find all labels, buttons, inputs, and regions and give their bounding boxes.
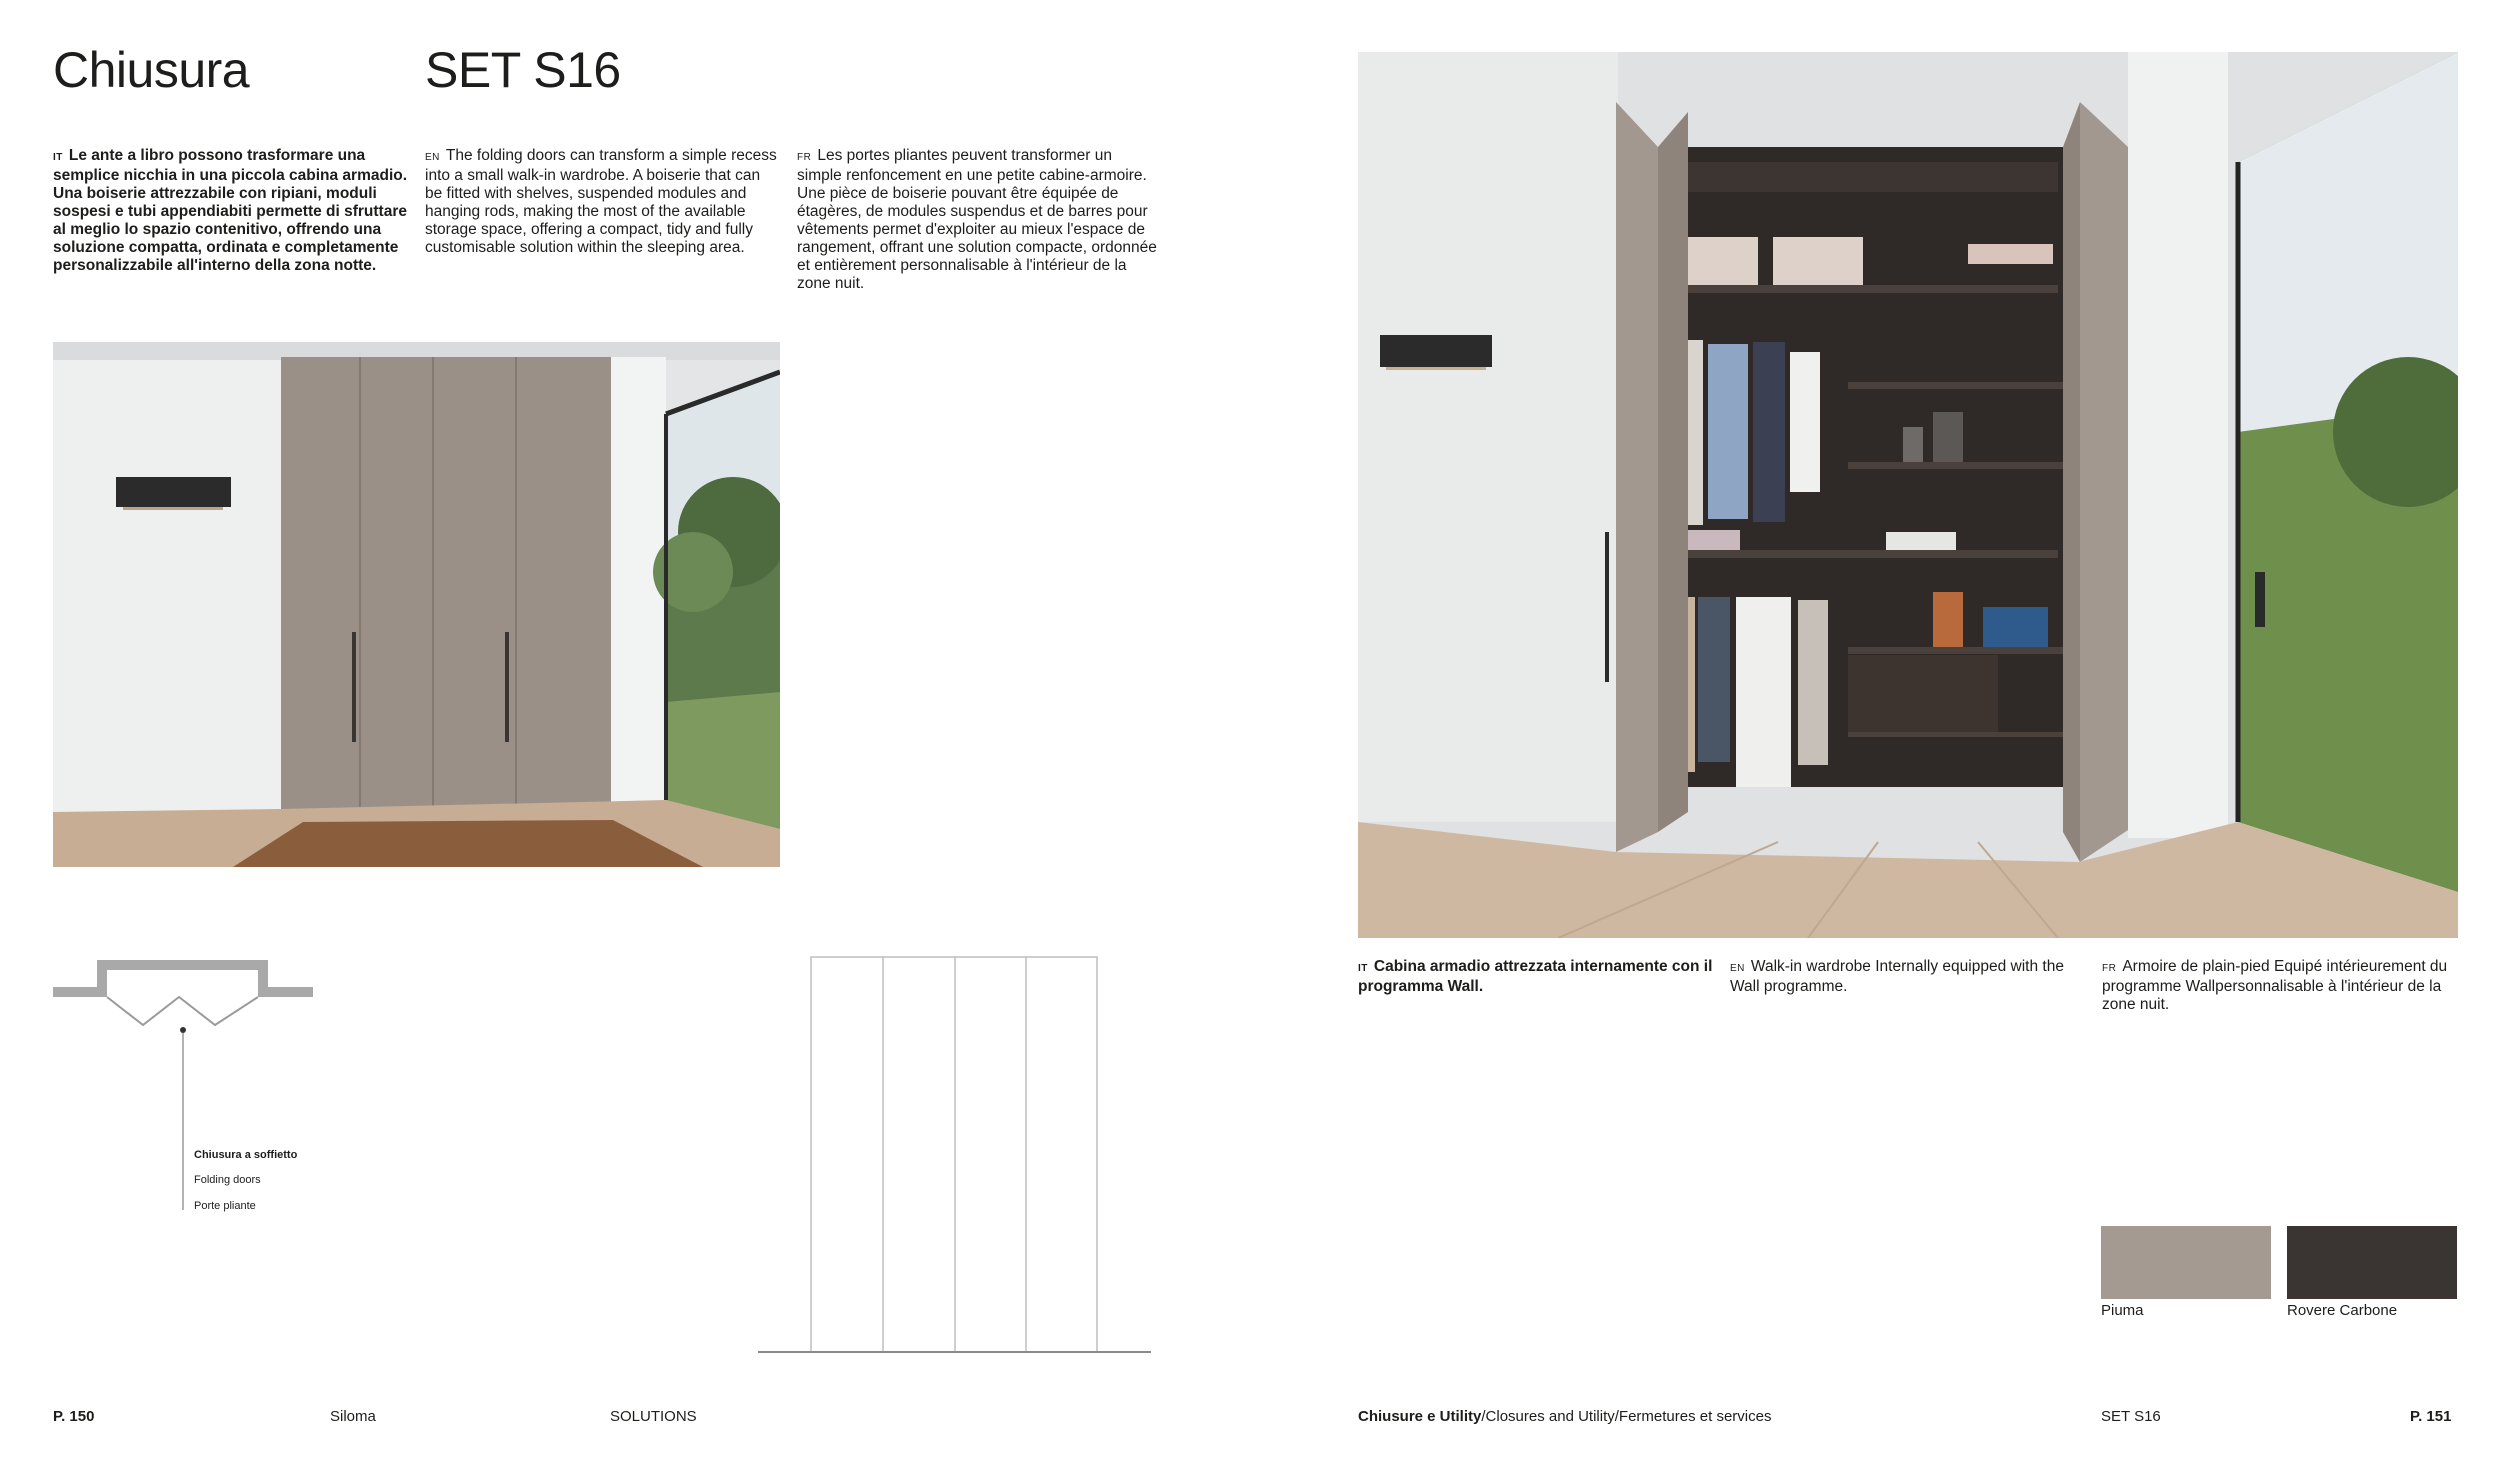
plan-diagram (53, 955, 323, 1215)
open-walk-in-wardrobe-photo (1358, 52, 2458, 938)
page-number-right: P. 151 (2410, 1408, 2452, 1425)
body-text-en: The folding doors can transform a simple recess into a small walk-in wardrobe. A boiserie that can be fitted with shelves, suspended modules and hanging rods, making the most of the available storage space, offering a compact, tidy and fully customisable solution within the sleeping area. (425, 147, 777, 256)
section-title: Chiusura (53, 42, 250, 98)
caption-text-it: Cabina armadio attrezzata internamente con il programma Wall. (1358, 958, 1713, 995)
closed-wardrobe-photo (53, 342, 780, 867)
lang-tag-fr: FR (797, 152, 812, 163)
caption-text-en: Walk-in wardrobe Internally equipped with the Wall programme. (1730, 958, 2064, 995)
caption-lang-en: EN (1730, 963, 1745, 974)
diagram-label-it: Chiusura a soffietto (194, 1149, 298, 1161)
swatch-piuma (2101, 1226, 2271, 1299)
footer-chapter (1358, 1408, 1771, 1425)
page-number-left: P. 150 (53, 1408, 95, 1425)
set-title: SET S16 (425, 42, 621, 98)
swatch-label-piuma: Piuma (2101, 1302, 2144, 1319)
diagram-label-en: Folding doors (194, 1174, 261, 1186)
footer-brand: Siloma (330, 1408, 376, 1425)
body-text-it: Le ante a libro possono trasformare una semplice nicchia in una piccola cabina armadio. Una boiserie attrezzabile con ripiani, moduli sospesi e tubi appendiabiti permette di sfruttare al meglio lo spazio contenitivo, offrendo una soluzione compatta, ordinata e completamente personalizzabile all'interno della zona notte. (53, 147, 408, 274)
lang-tag-en: EN (425, 152, 440, 163)
footer-section: SOLUTIONS (610, 1408, 697, 1425)
swatch-label-rovere-carbone: Rovere Carbone (2287, 1302, 2398, 1319)
footer-set: SET S16 (2101, 1408, 2161, 1425)
elevation-diagram (758, 955, 1153, 1355)
text-column-en (425, 147, 780, 257)
swatch-rovere-carbone (2287, 1226, 2457, 1299)
text-column-fr (797, 147, 1157, 293)
caption-it (1358, 958, 1713, 996)
caption-en (1730, 958, 2085, 996)
diagram-label-fr: Porte pliante (194, 1200, 256, 1212)
caption-fr (2102, 958, 2462, 1014)
lang-tag-it: IT (53, 152, 63, 163)
footer-chapter-bold: Chiusure e Utility (1358, 1408, 1482, 1425)
caption-lang-it: IT (1358, 963, 1368, 974)
footer-chapter-rest: /Closures and Utility/Fermetures et services (1481, 1408, 1772, 1425)
text-column-it (53, 147, 408, 275)
body-text-fr: Les portes pliantes peuvent transformer un simple renfoncement en une petite cabine-armoire. Une pièce de boiserie pouvant être équipée de étagères, de modules suspendus et de barres pour vêtements permet d'exploiter au mieux l'espace de rangement, offrant une solution compacte, ordonnée et entièrement personnalisable à l'intérieur de la zone nuit. (797, 147, 1157, 292)
caption-lang-fr: FR (2102, 963, 2117, 974)
caption-text-fr: Armoire de plain-pied Equipé intérieurement du programme Wallpersonnalisable à l'intérieur de la zone nuit. (2102, 958, 2448, 1013)
